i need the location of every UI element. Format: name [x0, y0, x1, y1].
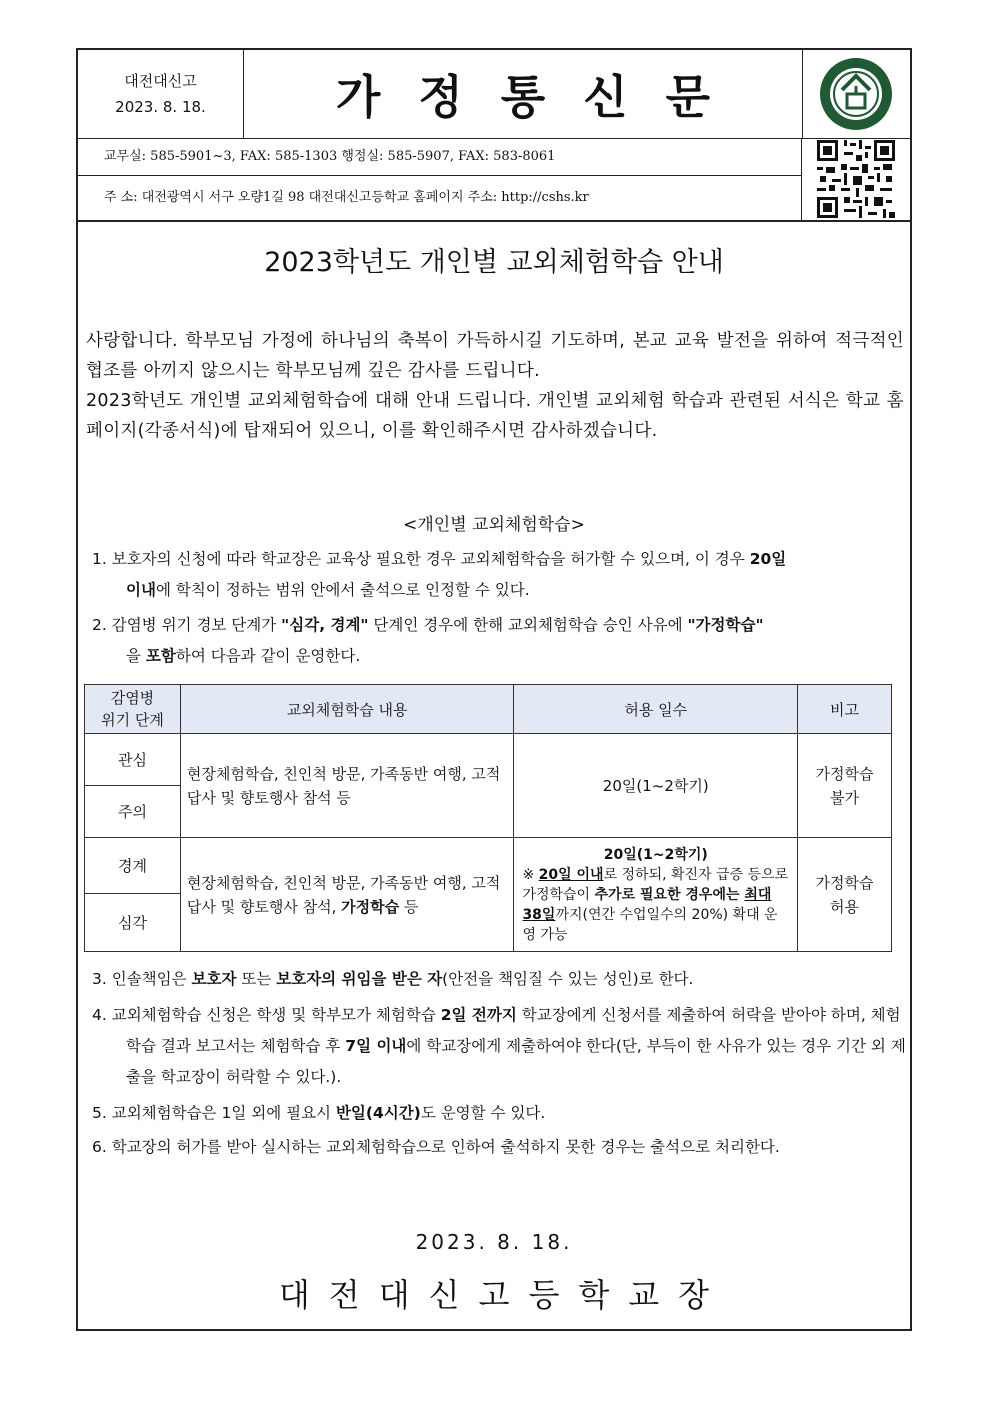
qr-code-icon: [817, 140, 895, 218]
intro-paragraph-2: 2023학년도 개인별 교외체험학습에 대해 안내 드립니다. 개인별 교외체험 학습과 관련된 서식은 학교 홈페이지(각종서식)에 탑재되어 있으니, 이를 확인해주시면 감사하겠습니다.: [86, 391, 904, 441]
note-cell: 가정학습 허용: [798, 838, 892, 952]
list-item-2: 2. 감염병 위기 경보 단계가 "심각, 경계" 단계인 경우에 한해 교외체험학습 승인 사유에 "가정학습" 을 포함하여 다음과 같이 운영한다.: [92, 616, 764, 665]
table-row: [85, 838, 892, 894]
covid-level-table: [84, 684, 892, 952]
issue-date: 2023. 8. 18.: [115, 98, 206, 116]
list-item-3: 3. 인솔책임은 보호자 또는 보호자의 위임을 받은 자(안전을 책임질 수 있는 성인)로 한다.: [92, 970, 694, 988]
note-cell: 가정학습 불가: [798, 734, 892, 838]
header-days: 허용 일수: [514, 685, 798, 734]
address-info: 주 소: 대전광역시 서구 오량1길 98 대전대신고등학교 홈페이지 주소: http://cshs.kr: [78, 176, 802, 220]
list-item-5: 5. 교외체험학습은 1일 외에 필요시 반일(4시간)도 운영할 수 있다.: [92, 1104, 546, 1122]
level-cell: 관심: [85, 734, 181, 786]
principal-signature: [78, 1270, 910, 1316]
intro-paragraph-1: 사랑합니다. 학부모님 가정에 하나님의 축복이 가득하시길 기도하며, 본교 교육 발전을 위하여 적극적인 협조를 아끼지 않으시는 학부모님께 깊은 감사를 드립니다.: [86, 331, 904, 381]
notice-title: 가정통신문: [335, 70, 749, 124]
footer-date: 2023. 8. 18.: [415, 1230, 573, 1254]
days-cell: 20일(1~2학기) ※ 20일 이내로 정하되, 확진자 급증 등으로 가정학습이 추가로 필요한 경우에는 최대 38일까지(연간 수업일수의 20%) 확대 운영 가능: [514, 838, 798, 952]
level-cell: 심각: [85, 894, 181, 952]
days-cell: 20일(1~2학기): [514, 734, 798, 838]
list-item-1: 1. 보호자의 신청에 따라 학교장은 교육상 필요한 경우 교외체험학습을 허가할 수 있으며, 이 경우 20일 이내에 학칙이 정하는 범위 안에서 출석으로 인정할 수 있다.: [92, 550, 787, 599]
content-cell: 현장체험학습, 친인척 방문, 가족동반 여행, 고적 답사 및 향토행사 참석, 가정학습 등: [180, 838, 514, 952]
school-date-box: [78, 50, 244, 138]
school-name: 대전대신고: [124, 72, 197, 90]
table-row: [85, 734, 892, 786]
section-subheading: <개인별 교외체험학습>: [403, 515, 585, 535]
header-divider: [78, 220, 910, 222]
school-emblem-icon: [818, 56, 894, 132]
notice-frame: [76, 48, 912, 1331]
contact-info: 교무실: 585-5901~3, FAX: 585-1303 행정실: 585-5907, FAX: 583-8061: [78, 138, 802, 176]
list-item-6: 6. 학교장의 허가를 받아 실시하는 교외체험학습으로 인하여 출석하지 못한 경우는 출석으로 처리한다.: [92, 1138, 780, 1156]
header-note: 비고: [798, 685, 892, 734]
header-level: 감염병 위기 단계: [85, 685, 181, 734]
list-item-4: 4. 교외체험학습 신청은 학생 및 학부모가 체험학습 2일 전까지 학교장에게 신청서를 제출하여 허락을 받아야 하며, 체험학습 결과 보고서는 체험학습 후 7일 이내에 학교장에게 제출하여야 한다(단, 부득이 한 사유가 있는 경우 기간 외 제출을 학교장이 허락할 수 있다.).: [92, 1006, 906, 1086]
level-cell: 주의: [85, 786, 181, 838]
header-top-row: [78, 50, 910, 139]
signature-text: 대전대신고등학교장: [278, 1276, 729, 1314]
intro-paragraphs: [86, 326, 904, 446]
notice-title-box: [244, 50, 803, 138]
table-header-row: [85, 685, 892, 734]
content-cell: 현장체험학습, 친인척 방문, 가족동반 여행, 고적 답사 및 향토행사 참석 등: [180, 734, 514, 838]
level-cell: 경계: [85, 838, 181, 894]
qr-code[interactable]: [802, 138, 910, 220]
school-logo: [802, 50, 910, 138]
header-content: 교외체험학습 내용: [180, 685, 514, 734]
document-title: 2023학년도 개인별 교외체험학습 안내: [264, 247, 724, 278]
